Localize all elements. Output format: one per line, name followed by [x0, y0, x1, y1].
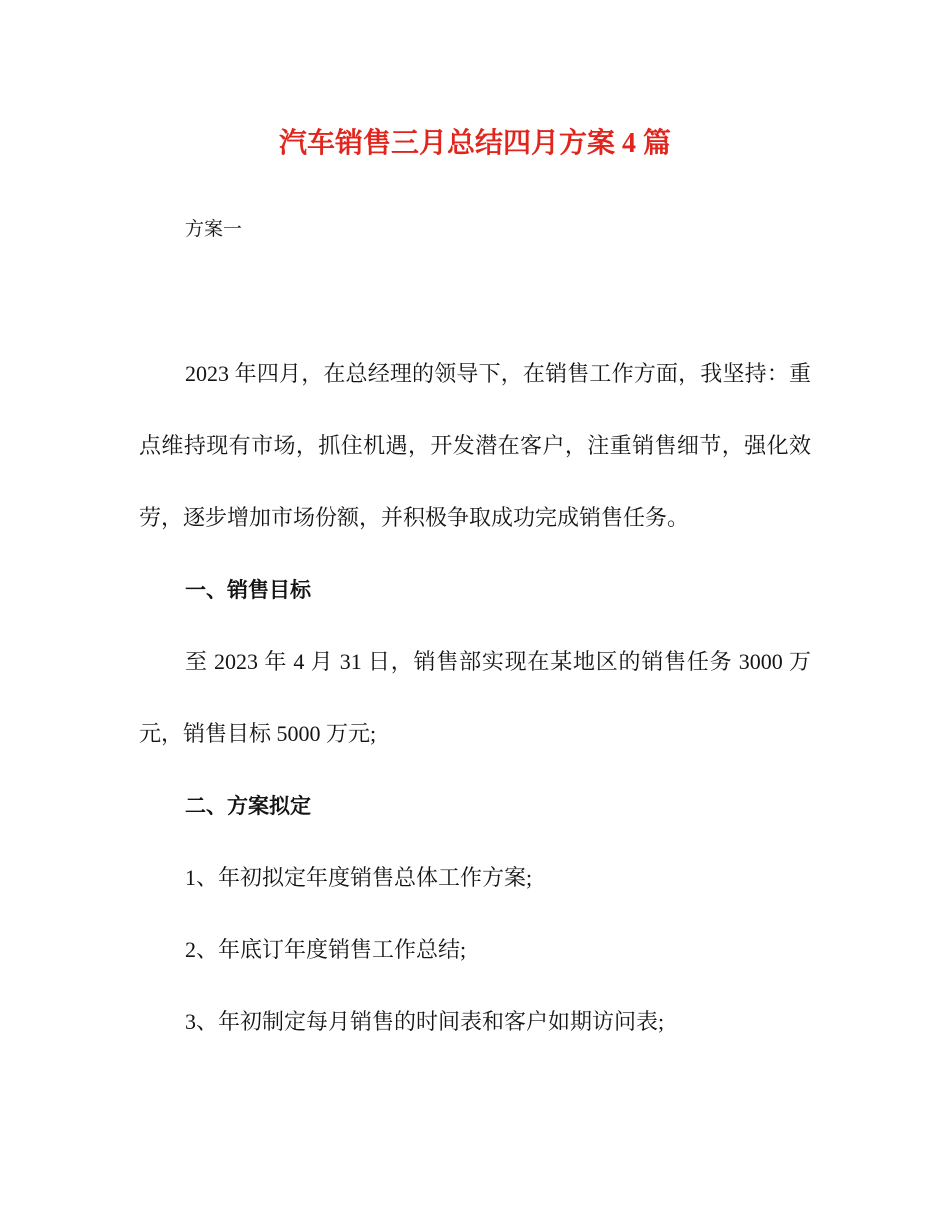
plan-item-3: 3、年初制定每月销售的时间表和客户如期访问表; [185, 1009, 665, 1034]
heading-sales-target: 一、销售目标 [185, 578, 311, 602]
plan-item-2: 2、年底订年度销售工作总结; [185, 937, 467, 962]
intro-paragraph-line-2: 点维持现有市场，抓住机遇，开发潜在客户，注重销售细节，强化效 [139, 433, 811, 458]
sales-target-line-2: 元，销售目标 5000 万元; [139, 721, 377, 746]
blank-line [139, 266, 811, 338]
intro-paragraph-line-3: 劳，逐步增加市场份额，并积极争取成功完成销售任务。 [139, 505, 690, 530]
sales-target-line-1: 至 2023 年 4 月 31 日，销售部实现在某地区的销售任务 3000 万 [185, 649, 811, 674]
plan-item-1: 1、年初拟定年度销售总体工作方案; [185, 865, 533, 890]
intro-paragraph-line-1: 2023 年四月，在总经理的领导下，在销售工作方面，我坚持：重 [185, 361, 811, 386]
document-title: 汽车销售三月总结四月方案 4 篇 [278, 128, 671, 159]
plan-label: 方案一 [185, 219, 243, 240]
heading-plan-drafting: 二、方案拟定 [185, 794, 311, 818]
